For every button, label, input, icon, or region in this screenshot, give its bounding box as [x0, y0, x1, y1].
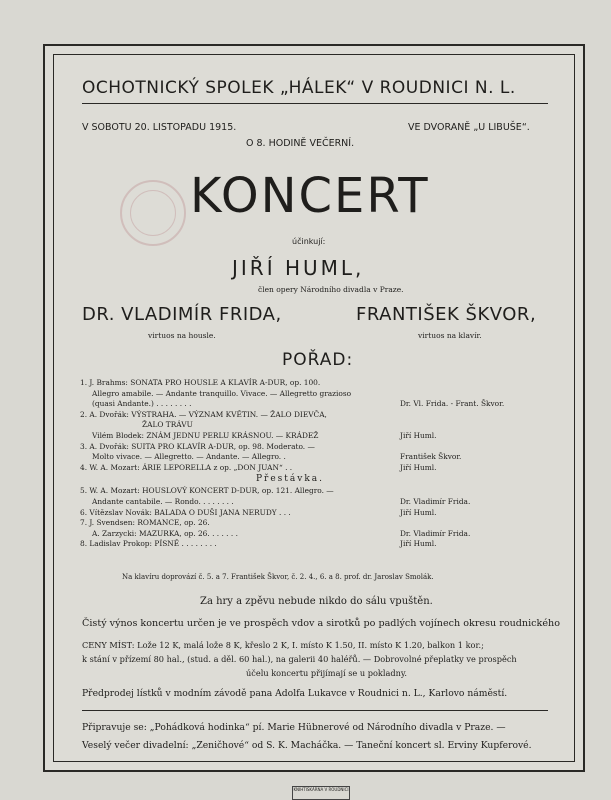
program-line: 8. Ladislav Prokop: PÍSNĚ . . . . . . . . Jiří Huml.: [80, 539, 437, 549]
accompaniment-note: Na klavíru doprovází č. 5. a 7. František Škvor, č. 2. 4., 6. a 8. prof. dr. Jaroslav Smolák.: [122, 573, 434, 581]
title-rule: [82, 103, 548, 104]
event-venue: VE DVORANĚ „U LIBUŠE“.: [408, 122, 530, 133]
program-line: 4. W. A. Mozart: ÁRIE LEPORELLA z op. „DON JUAN“ . . Jiří Huml.: [80, 462, 437, 472]
program-line: A. Zarzycki: MAZURKA, op. 26. . . . . . . Dr. Vladimír Frida.: [92, 528, 471, 538]
event-date: V SOBOTU 20. LISTOPADU 1915.: [82, 122, 237, 133]
program-line: (quasi Andante.) . . . . . . . . Dr. Vl. Frida. - Frant. Škvor.: [92, 399, 505, 409]
no-entry-notice: Za hry a zpěvu nebude nikdo do sálu vpuštěn.: [200, 596, 433, 607]
program-line: Andante cantabile. — Rondo. . . . . . . . Dr. Vladimír Frida.: [92, 496, 471, 506]
footer-rule: [82, 710, 548, 711]
program-list: [80, 378, 505, 550]
main-performer: JIŘÍ HUML,: [232, 256, 365, 280]
program-heading: POŘAD:: [282, 350, 354, 370]
performer-skvor: FRANTIŠEK ŠKVOR,: [356, 304, 537, 325]
program-line: ŽALO TRÁVU: [142, 420, 193, 430]
prices-line-3: účelu koncertu přijímají se u pokladny.: [246, 668, 408, 678]
program-line: Molto vivace. — Allegretto. — Andante. — Allegro. . František Škvor.: [92, 452, 462, 462]
program-line: Allegro amabile. — Andante tranquillo. Vivace. — Allegretto grazioso: [92, 388, 352, 398]
performer-skvor-role: virtuos na klavír.: [418, 331, 482, 340]
upcoming-line-1: Připravuje se: „Pohádková hodinka“ pí. Marie Hübnerové od Národního divadla v Praze. —: [82, 722, 506, 733]
main-performer-role: člen opery Národního divadla v Praze.: [258, 285, 404, 294]
program-line: 2. A. Dvořák: VÝSTRAHA. — VÝZNAM KVĚTIN. — ŽALO DIEVČA,: [80, 409, 327, 419]
event-time: O 8. HODINĚ VEČERNÍ.: [246, 138, 355, 149]
program-line: 6. Vítězslav Novák: BALADA O DUŠI JANA NERUDY . . . Jiří Huml.: [80, 507, 437, 517]
program-line: 1. J. Brahms: SONATA PRO HOUSLE A KLAVÍR A-DUR, op. 100.: [80, 378, 321, 387]
prices-line-2: k stání v přízemí 80 hal., (stud. a děl. 60 hal.), na galerii 40 haléřů. — Dobrovolné přeplatky ve prospěch: [82, 654, 517, 664]
program-line: 5. W. A. Mozart: HOUSLOVÝ KONCERT D-DUR, op. 121. Allegro. —: [80, 486, 334, 496]
library-stamp: [120, 180, 186, 246]
performers-label: účinkují:: [292, 237, 326, 246]
intermission: Přestávka.: [255, 474, 325, 485]
event-name: KONCERT: [190, 168, 430, 224]
program-line: Vilém Blodek: ZNÁM JEDNU PERLU KRÁSNOU. — KRÁDEŽ Jiří Huml.: [92, 430, 437, 440]
printer-mark: KNIHTISKÁRNA V ROUDNICI: [292, 786, 350, 800]
society-title: OCHOTNICKÝ SPOLEK „HÁLEK“ V ROUDNICI N. L.: [82, 78, 516, 98]
program-line: 7. J. Svendsen: ROMANCE, op. 26.: [80, 518, 210, 528]
performer-frida: DR. VLADIMÍR FRIDA,: [82, 304, 282, 325]
performer-frida-role: virtuos na housle.: [148, 331, 216, 340]
program-line: 3. A. Dvořák: SUITA PRO KLAVÍR A-DUR, op. 98. Moderato. —: [80, 441, 315, 451]
presale-notice: Předprodej lístků v modním závodě pana Adolfa Lukavce v Roudnici n. L., Karlovo náměstí.: [82, 688, 508, 699]
prices-line-1: CENY MÍST: Lože 12 K, malá lože 8 K, křeslo 2 K, I. místo K 1.50, II. místo K 1.20, balkon 1 kor.;: [82, 640, 484, 650]
proceeds-notice: Čistý výnos koncertu určen je ve prospěch vdov a sirotků po padlých vojínech okresu roudnického: [82, 618, 560, 629]
upcoming-line-2: Veselý večer divadelní: „Zeničhové“ od S. K. Macháčka. — Taneční koncert sl. Erviny Kupferové.: [82, 740, 532, 751]
